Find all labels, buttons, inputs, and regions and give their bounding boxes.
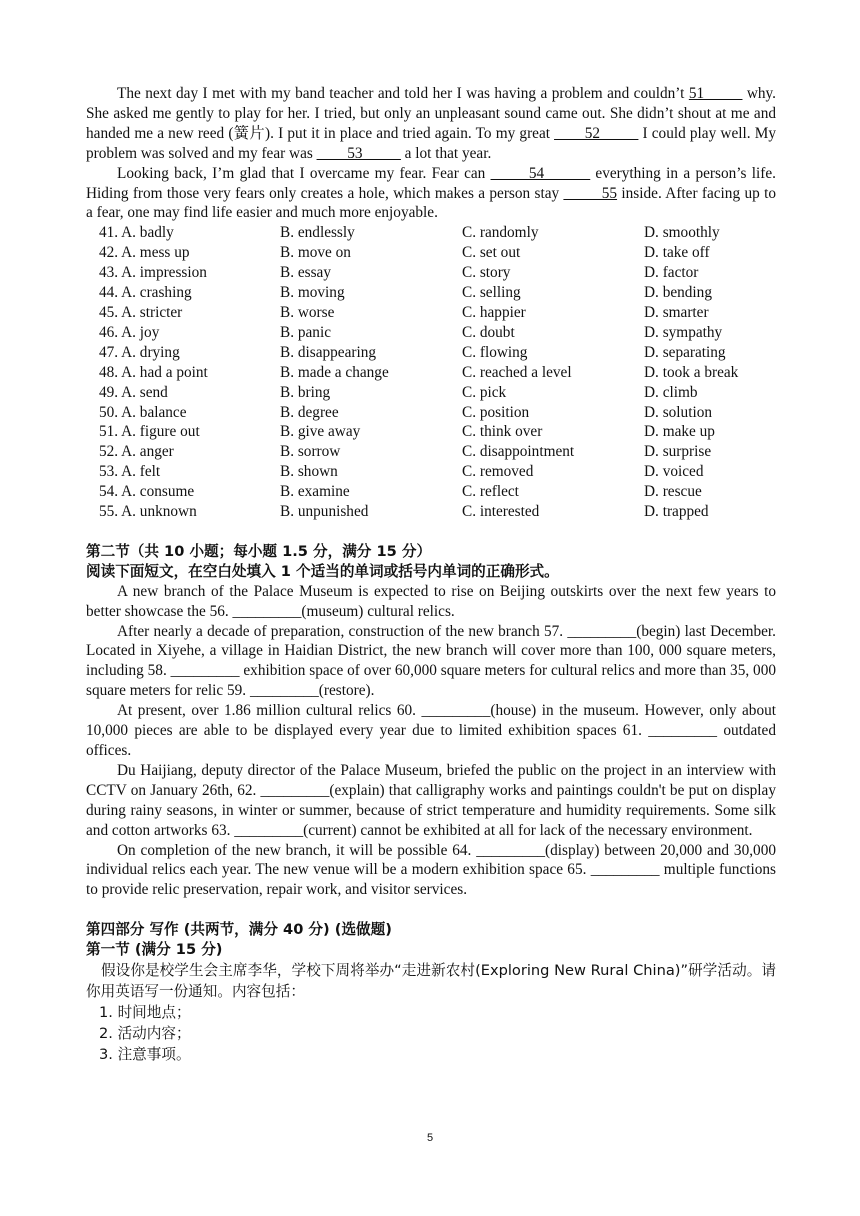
- option-c: C. set out: [462, 244, 521, 262]
- option-a: 48. A. had a point: [99, 363, 208, 381]
- option-c: C. doubt: [462, 323, 515, 341]
- writing-prompt: 假设你是校学生会主席李华，学校下周将举办“走进新农村(Exploring New Rural China)”研学活动。请你用英语写一份通知。内容包括：: [86, 962, 776, 1001]
- passage-paragraph: Du Haijiang, deputy director of the Palace Museum, briefed the public on the project in an interview with CCTV on January 26th, 62. _________(explain) that calligraphy works and paintings couldn't be put on display during rainy seasons, in winter or summer, because of strict temperature and humidity requirements. Some silk and cotton artworks 63. _________(current) cannot be exhibited at all for lack of the necessary environment.: [86, 761, 776, 839]
- exam-page: [86, 84, 776, 1065]
- option-c: C. pick: [462, 383, 507, 401]
- cloze-paragraph-1: [86, 84, 776, 164]
- option-d: D. make up: [644, 423, 715, 441]
- option-d: D. smoothly: [644, 224, 720, 242]
- option-d: D. separating: [644, 343, 726, 361]
- option-c: C. reached a level: [462, 363, 572, 381]
- blank-53: ____53_____: [316, 144, 401, 162]
- blank-55: _____55: [563, 184, 618, 202]
- text: a lot that year.: [400, 144, 492, 162]
- option-b: B. degree: [280, 403, 339, 421]
- option-a: 49. A. send: [99, 383, 168, 401]
- option-c: C. flowing: [462, 343, 528, 361]
- passage-paragraph: At present, over 1.86 million cultural relics 60. _________(house) in the museum. However, only about 10,000 pieces are able to be displayed every year due to limited exhibition spaces 61. _________ outdated offices.: [86, 702, 776, 759]
- option-d: D. trapped: [644, 503, 709, 521]
- text: I could play well. My problem was solved and my fear was: [86, 124, 776, 162]
- option-c: C. reflect: [462, 483, 519, 501]
- option-d: D. take off: [644, 244, 710, 262]
- option-d: D. sympathy: [644, 323, 723, 341]
- option-c: C. happier: [462, 303, 526, 321]
- blank-51: 51_____: [688, 85, 743, 102]
- blank-52: ____52_____: [554, 124, 639, 142]
- option-a: 42. A. mess up: [99, 244, 190, 262]
- option-d: D. took a break: [644, 363, 739, 381]
- requirement-item: 2. 活动内容；: [99, 1025, 191, 1043]
- option-b: B. sorrow: [280, 443, 341, 461]
- option-c: C. think over: [462, 423, 543, 441]
- option-c: C. interested: [462, 503, 540, 521]
- option-d: D. bending: [644, 284, 712, 302]
- text: inside. After facing up to a fear, one may find life easier and much more enjoyable.: [86, 184, 776, 222]
- passage-paragraph: After nearly a decade of preparation, construction of the new branch 57. _________(begin) last December. Located in Xiyehe, a village in Haidian District, the new branch will cover more than 100, 000 square meters, including 58. _________ exhibition space of over 60,000 square meters for cultural relics and more than 35, 000 square meters for relic 59. _________(restore).: [86, 622, 776, 700]
- option-b: B. disappearing: [280, 343, 377, 361]
- option-a: 43. A. impression: [99, 264, 207, 282]
- cloze-paragraph-2: [86, 164, 776, 224]
- passage-paragraph: A new branch of the Palace Museum is expected to rise on Beijing outskirts over the next few years to better showcase the 56. _________(museum) cultural relics.: [86, 582, 776, 620]
- subsection-heading: 第一节 (满分 15 分): [86, 941, 223, 959]
- option-a: 47. A. drying: [99, 343, 180, 361]
- option-b: B. essay: [280, 264, 331, 282]
- option-b: B. shown: [280, 463, 338, 481]
- option-c: C. disappointment: [462, 443, 575, 461]
- requirement-item: 3. 注意事项。: [99, 1046, 191, 1064]
- option-a: 45. A. stricter: [99, 303, 183, 321]
- option-a: 55. A. unknown: [99, 503, 197, 521]
- option-a: 46. A. joy: [99, 323, 160, 341]
- requirement-item: 1. 时间地点；: [99, 1004, 191, 1022]
- option-b: B. worse: [280, 303, 335, 321]
- option-d: D. solution: [644, 403, 712, 421]
- option-a: 54. A. consume: [99, 483, 195, 501]
- part-heading: 第四部分 写作 (共两节，满分 40 分) (选做题): [86, 921, 392, 939]
- option-c: C. removed: [462, 463, 534, 481]
- option-b: B. give away: [280, 423, 361, 441]
- option-d: D. surprise: [644, 443, 712, 461]
- option-b: B. unpunished: [280, 503, 369, 521]
- text: The next day I met with my band teacher and told her I was having a problem and couldn’t: [117, 85, 689, 102]
- page-number: 5: [426, 1132, 434, 1144]
- option-a: 50. A. balance: [99, 403, 187, 421]
- option-b: B. made a change: [280, 363, 389, 381]
- option-b: B. bring: [280, 383, 331, 401]
- text: Looking back, I’m glad that I overcame my fear. Fear can: [117, 164, 491, 182]
- option-b: B. panic: [280, 323, 331, 341]
- option-a: 41. A. badly: [99, 224, 174, 242]
- option-c: C. selling: [462, 284, 521, 302]
- option-d: D. climb: [644, 383, 698, 401]
- section-heading: 第二节（共 10 小题；每小题 1.5 分，满分 15 分）: [86, 542, 432, 560]
- option-a: 44. A. crashing: [99, 284, 192, 302]
- option-c: C. position: [462, 403, 530, 421]
- option-b: B. moving: [280, 284, 345, 302]
- blank-54: _____54______: [490, 164, 591, 182]
- option-c: C. randomly: [462, 224, 539, 242]
- option-d: D. factor: [644, 264, 699, 282]
- text: why. She asked me gently to play for her. I tried, but only an unpleasant sound came out. She didn’t shout at me and handed me a new reed (簧片). I put it in place and tried again. To my great: [86, 85, 776, 142]
- option-d: D. voiced: [644, 463, 704, 481]
- option-a: 53. A. felt: [99, 463, 161, 481]
- option-b: B. endlessly: [280, 224, 355, 242]
- option-d: D. smarter: [644, 303, 709, 321]
- option-b: B. examine: [280, 483, 350, 501]
- section-instruction: 阅读下面短文，在空白处填入 1 个适当的单词或括号内单词的正确形式。: [86, 562, 559, 580]
- option-b: B. move on: [280, 244, 351, 262]
- passage-paragraph: On completion of the new branch, it will be possible 64. _________(display) between 20,000 and 30,000 individual relics each year. The new venue will be a modern exhibition space 65. _________ multiple functions to provide relic preservation, repair work, and visitor services.: [86, 841, 776, 899]
- option-a: 51. A. figure out: [99, 423, 200, 441]
- option-a: 52. A. anger: [99, 443, 174, 461]
- option-d: D. rescue: [644, 483, 702, 501]
- text: everything in a person’s life. Hiding from those very fears only creates a hole, which makes a person stay: [86, 164, 776, 202]
- requirement-list: [99, 1002, 776, 1065]
- options-grid: [99, 223, 776, 522]
- option-c: C. story: [462, 264, 511, 282]
